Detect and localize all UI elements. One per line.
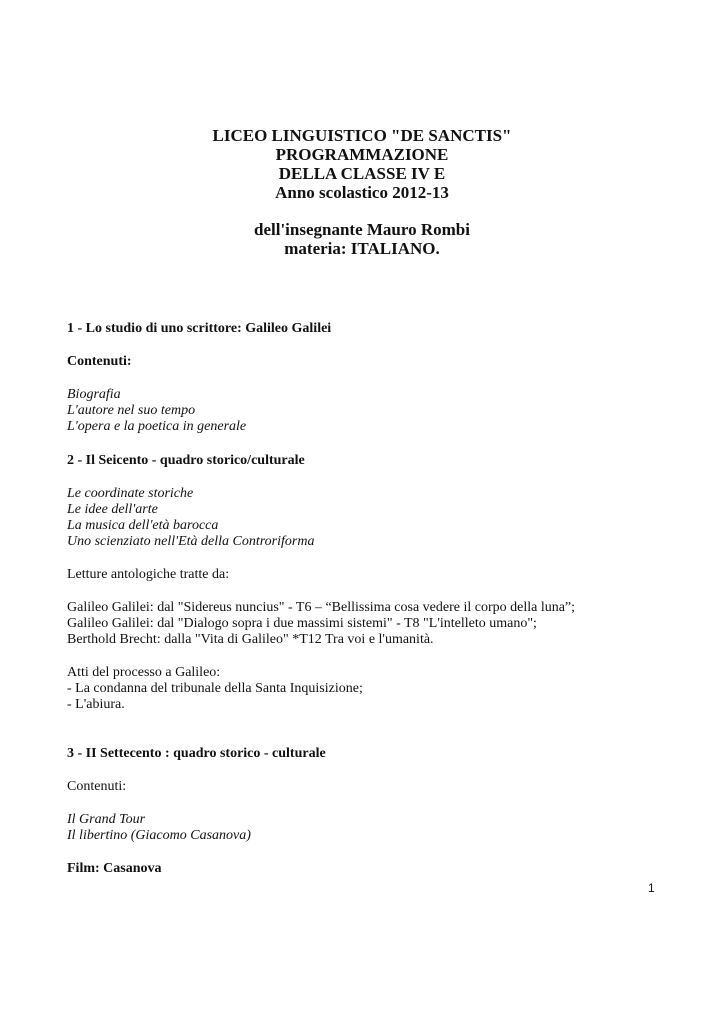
- section-3-contents-label: [67, 779, 667, 795]
- school-year: Anno scolastico 2012-13: [275, 183, 449, 202]
- section-1: [67, 321, 667, 337]
- list-item: La musica dell'età barocca: [67, 518, 219, 533]
- section-3: [67, 746, 667, 762]
- film-block: [67, 861, 667, 877]
- list-item: Biografia: [67, 387, 121, 402]
- program-title: PROGRAMMAZIONE: [275, 145, 449, 164]
- contents-label: Contenuti:: [67, 779, 127, 794]
- list-item: Uno scienziato nell'Età della Controriforma: [67, 534, 315, 549]
- section-heading: 2 - Il Seicento - quadro storico/culturale: [67, 453, 305, 468]
- section-1-items: [67, 387, 667, 435]
- page-number: 1: [648, 881, 655, 895]
- school-name: LICEO LINGUISTICO "DE SANCTIS": [212, 126, 512, 145]
- reading-item: Galileo Galilei: dal "Sidereus nuncius" - T6 – “Bellissima cosa vedere il corpo della luna”;: [67, 600, 576, 615]
- section-3-items: [67, 812, 667, 844]
- section-heading: 1 - Lo studio di uno scrittore: Galileo Galilei: [67, 321, 332, 336]
- section-heading: 3 - II Settecento : quadro storico - culturale: [67, 746, 326, 761]
- reading-item: Berthold Brecht: dalla "Vita di Galileo" *T12 Tra voi e l'umanità.: [67, 632, 434, 647]
- list-item: Le coordinate storiche: [67, 486, 194, 501]
- readings-label: Letture antologiche tratte da:: [67, 567, 230, 582]
- list-item: Il libertino (Giacomo Casanova): [67, 828, 251, 843]
- trial-item: - La condanna del tribunale della Santa Inquisizione;: [67, 681, 363, 696]
- list-item: L'opera e la poetica in generale: [67, 419, 247, 434]
- document-title-block: [0, 126, 724, 202]
- list-item: L'autore nel suo tempo: [67, 403, 196, 418]
- trial-block: [67, 665, 667, 713]
- trial-label: Atti del processo a Galileo:: [67, 665, 221, 680]
- readings-list: [67, 600, 667, 648]
- section-1-contents-label: [67, 354, 667, 370]
- contents-label: Contenuti:: [67, 354, 132, 369]
- teacher-block: [0, 220, 724, 258]
- teacher-name: dell'insegnante Mauro Rombi: [254, 220, 470, 239]
- class-name: DELLA CLASSE IV E: [278, 164, 446, 183]
- list-item: Le idee dell'arte: [67, 502, 158, 517]
- readings-label-block: [67, 567, 667, 583]
- trial-item: - L'abiura.: [67, 697, 125, 712]
- list-item: Il Grand Tour: [67, 812, 146, 827]
- section-2-items: [67, 486, 667, 550]
- section-2: [67, 453, 667, 469]
- reading-item: Galileo Galilei: dal "Dialogo sopra i due massimi sistemi" - T8 "L'intelleto umano";: [67, 616, 537, 631]
- subject-name: materia: ITALIANO.: [284, 239, 440, 258]
- film-title: Film: Casanova: [67, 861, 162, 876]
